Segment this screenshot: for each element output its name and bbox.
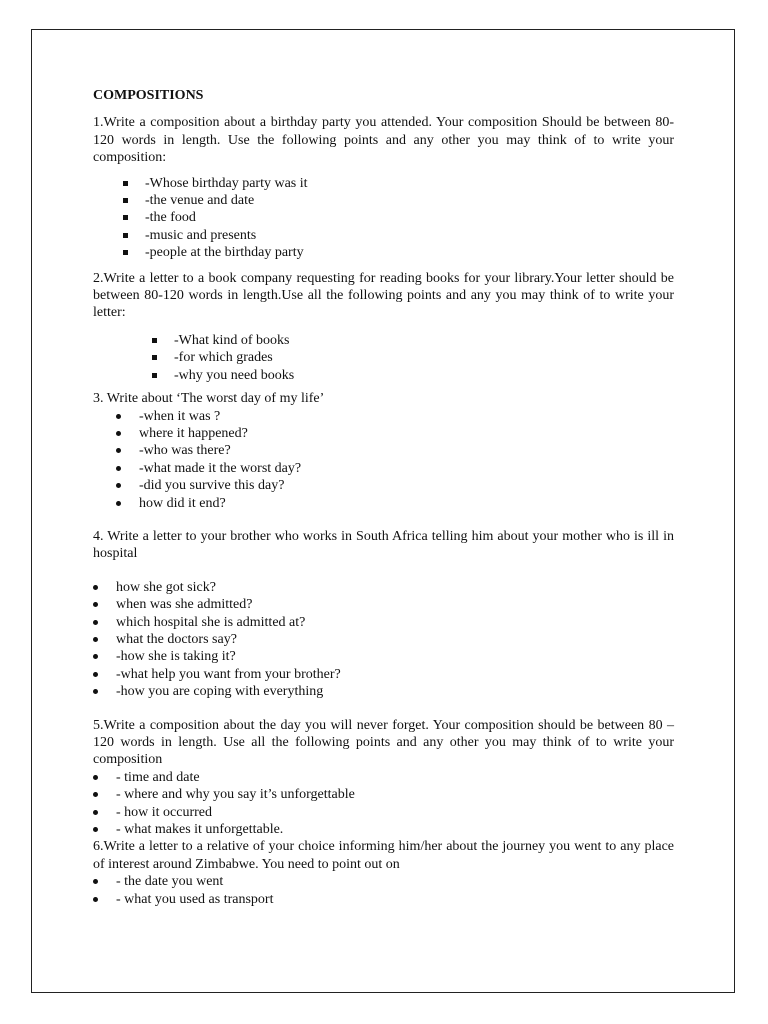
list-item: when was she admitted? bbox=[93, 596, 674, 613]
question-4-points bbox=[93, 579, 674, 701]
page-title: COMPOSITIONS bbox=[93, 88, 204, 103]
list-item: how she got sick? bbox=[93, 579, 674, 596]
question-4-text: 4. Write a letter to your brother who works in South Africa telling him about your mother who is ill in hospital bbox=[93, 528, 674, 562]
list-item: -people at the birthday party bbox=[93, 244, 674, 261]
list-item: -the venue and date bbox=[93, 192, 674, 209]
question-4 bbox=[93, 528, 674, 701]
list-item: -What kind of books bbox=[93, 332, 674, 349]
list-item: -Whose birthday party was it bbox=[93, 175, 674, 192]
list-item: -how you are coping with everything bbox=[93, 683, 674, 700]
list-item: -what made it the worst day? bbox=[93, 460, 674, 477]
list-item: -music and presents bbox=[93, 227, 674, 244]
question-6-points bbox=[93, 873, 674, 908]
list-item: - how it occurred bbox=[93, 804, 674, 821]
list-item: -who was there? bbox=[93, 442, 674, 459]
list-item: -for which grades bbox=[93, 349, 674, 366]
list-item: what the doctors say? bbox=[93, 631, 674, 648]
list-item: - what makes it unforgettable. bbox=[93, 821, 674, 838]
question-3 bbox=[93, 390, 674, 512]
question-6 bbox=[93, 838, 674, 908]
list-item: - what you used as transport bbox=[93, 891, 674, 908]
document-body bbox=[93, 87, 674, 908]
list-item: -why you need books bbox=[93, 367, 674, 384]
question-1 bbox=[93, 114, 674, 261]
question-3-points bbox=[93, 408, 674, 512]
list-item: -did you survive this day? bbox=[93, 477, 674, 494]
list-item: - the date you went bbox=[93, 873, 674, 890]
list-item: -what help you want from your brother? bbox=[93, 666, 674, 683]
question-6-text: 6.Write a letter to a relative of your choice informing him/her about the journey you went to any place of interest around Zimbabwe. You need to point out on bbox=[93, 839, 674, 872]
question-2-text: 2.Write a letter to a book company requesting for reading books for your library.Your letter should be between 80-120 words in length.Use all the following points and any you may think of to write your letter: bbox=[93, 270, 674, 321]
list-item: how did it end? bbox=[93, 495, 674, 512]
list-item: -when it was ? bbox=[93, 408, 674, 425]
list-item: - time and date bbox=[93, 769, 674, 786]
list-item: which hospital she is admitted at? bbox=[93, 614, 674, 631]
question-2 bbox=[93, 270, 674, 384]
question-1-points bbox=[93, 175, 674, 262]
list-item: -the food bbox=[93, 209, 674, 226]
list-item: where it happened? bbox=[93, 425, 674, 442]
question-5-text: 5.Write a composition about the day you will never forget. Your composition should be between 80 – 120 words in length. Use all the following points and any other you may think of to write your composition bbox=[93, 717, 674, 768]
question-1-text: 1.Write a composition about a birthday party you attended. Your composition Should be between 80-120 words in length. Use the following points and any other you may think of to write your composition: bbox=[93, 115, 674, 166]
list-item: - where and why you say it’s unforgettable bbox=[93, 786, 674, 803]
question-3-text: 3. Write about ‘The worst day of my life’ bbox=[93, 391, 325, 407]
question-5 bbox=[93, 717, 674, 839]
question-2-points bbox=[93, 332, 674, 384]
list-item: -how she is taking it? bbox=[93, 648, 674, 665]
question-5-points bbox=[93, 769, 674, 839]
